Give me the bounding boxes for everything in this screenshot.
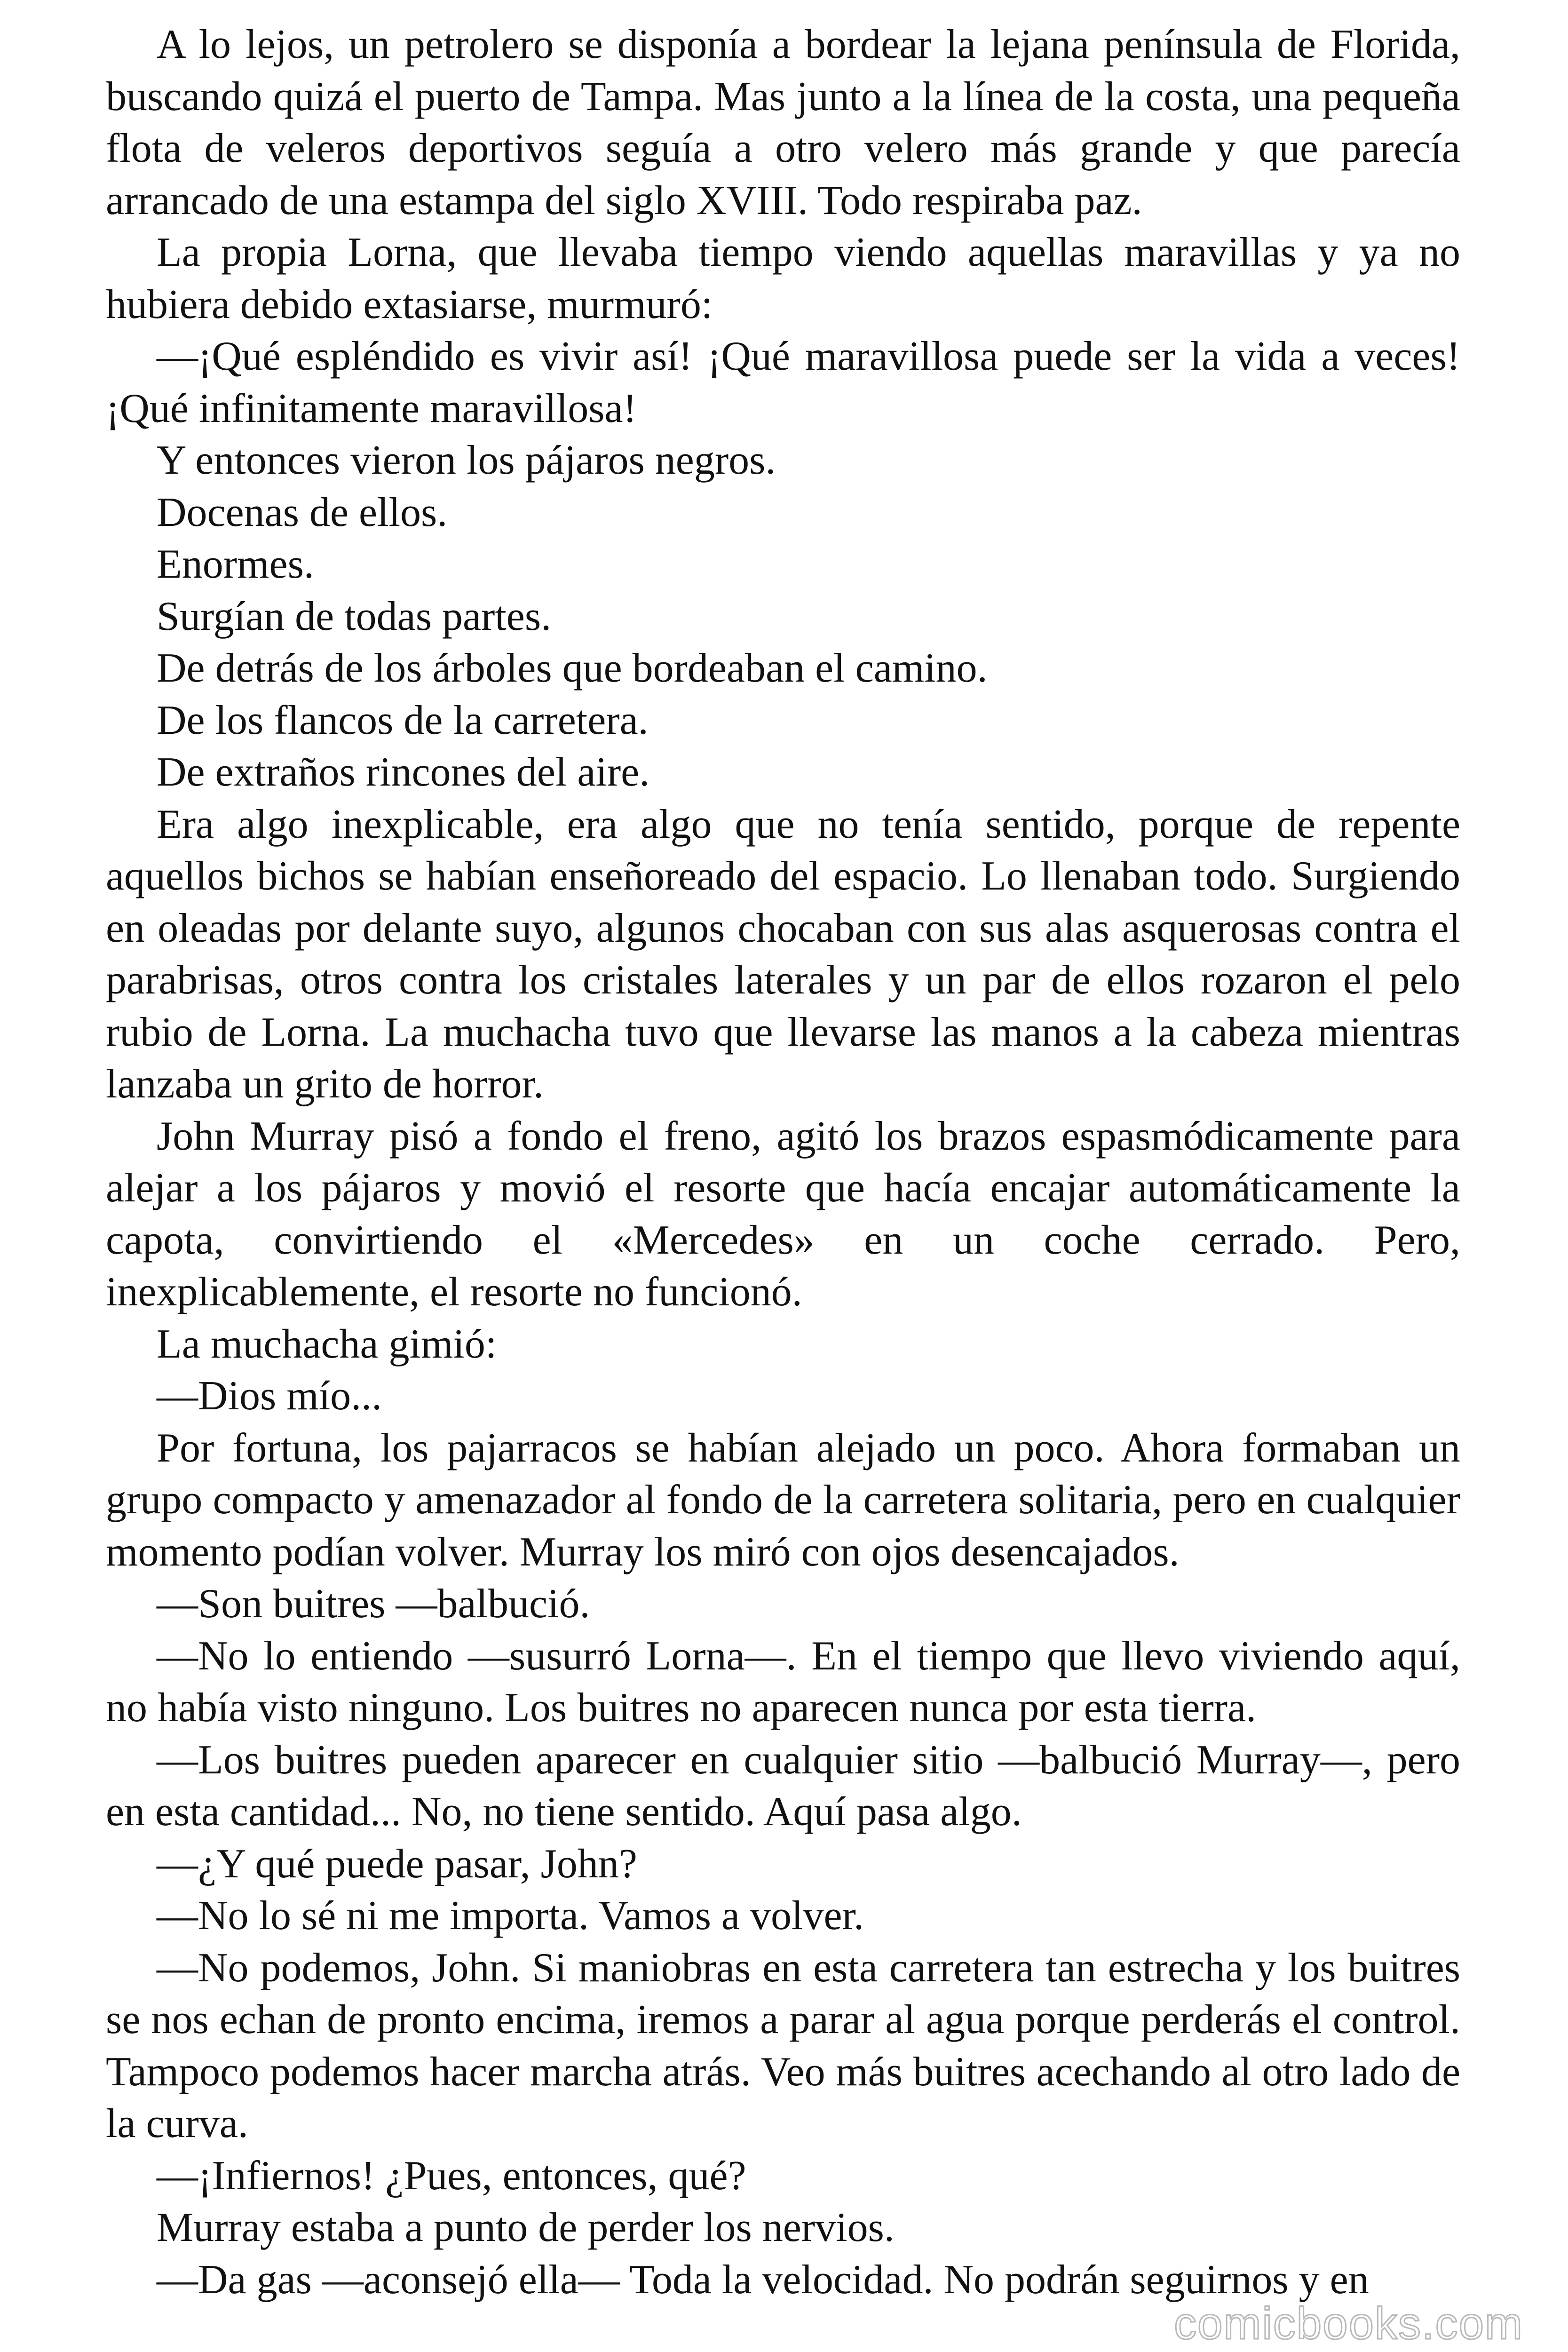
site-watermark: comicbooks.com bbox=[1174, 2298, 1523, 2349]
page-text bbox=[106, 19, 1460, 2306]
paragraph-9: De los flancos de la carretera. bbox=[157, 697, 649, 743]
paragraph-3: —¡Qué espléndido es vivir así! ¡Qué maravillosa puede ser la vida a veces! ¡Qué infinitamente maravillosa! bbox=[106, 334, 1460, 431]
paragraph-4: Y entonces vieron los pájaros negros. bbox=[157, 437, 776, 483]
paragraph-20: —No lo sé ni me importa. Vamos a volver. bbox=[157, 1893, 864, 1939]
paragraph-15: Por fortuna, los pajarracos se habían alejado un poco. Ahora formaban un grupo compacto y amenazador al fondo de la carretera solitaria, pero en cualquier momento podían volver. Murray los miró con ojos desencajados. bbox=[106, 1425, 1460, 1575]
paragraph-16: —Son buitres —balbució. bbox=[157, 1581, 590, 1627]
paragraph-12: John Murray pisó a fondo el freno, agitó los brazos espasmódicamente para alejar a los pájaros y movió el resorte que hacía encajar automáticamente la capota, convirtiendo el «Mercedes» en un coche cerrado. Pero, inexplicablemente, el resorte no funcionó. bbox=[106, 1113, 1460, 1315]
paragraph-13: La muchacha gimió: bbox=[157, 1321, 497, 1367]
paragraph-17: —No lo entiendo —susurró Lorna—. En el tiempo que llevo viviendo aquí, no había visto ninguno. Los buitres no aparecen nunca por esta tierra. bbox=[106, 1633, 1460, 1731]
paragraph-22: —¡Infiernos! ¿Pues, entonces, qué? bbox=[157, 2153, 746, 2199]
paragraph-1: A lo lejos, un petrolero se disponía a bordear la lejana península de Florida, buscando quizá el puerto de Tampa. Mas junto a la línea de la costa, una pequeña flota de veleros deportivos seguía a otro velero más grande y que parecía arrancado de una estampa del siglo XVIII. Todo respiraba paz. bbox=[106, 22, 1460, 223]
paragraph-23: Murray estaba a punto de perder los nervios. bbox=[157, 2205, 895, 2250]
paragraph-11: Era algo inexplicable, era algo que no tenía sentido, porque de repente aquellos bichos se habían enseñoreado del espacio. Lo llenaban todo. Surgiendo en oleadas por delante suyo, algunos chocaban con sus alas asquerosas contra el parabrisas, otros contra los cristales laterales y un par de ellos rozaron el pelo rubio de Lorna. La muchacha tuvo que llevarse las manos a la cabeza mientras lanzaba un grito de horror. bbox=[106, 801, 1460, 1107]
paragraph-5: Docenas de ellos. bbox=[157, 489, 448, 535]
paragraph-7: Surgían de todas partes. bbox=[157, 593, 552, 639]
paragraph-8: De detrás de los árboles que bordeaban el camino. bbox=[157, 645, 988, 691]
paragraph-2: La propia Lorna, que llevaba tiempo viendo aquellas maravillas y ya no hubiera debido extasiarse, murmuró: bbox=[106, 230, 1460, 327]
paragraph-10: De extraños rincones del aire. bbox=[157, 749, 650, 795]
paragraph-24: —Da gas —aconsejó ella— Toda la velocidad. No podrán seguirnos y en bbox=[157, 2257, 1369, 2303]
paragraph-6: Enormes. bbox=[157, 541, 314, 587]
paragraph-14: —Dios mío... bbox=[157, 1373, 382, 1419]
paragraph-18: —Los buitres pueden aparecer en cualquier sitio —balbució Murray—, pero en esta cantidad... No, no tiene sentido. Aquí pasa algo. bbox=[106, 1737, 1460, 1835]
paragraph-21: —No podemos, John. Si maniobras en esta carretera tan estrecha y los buitres se nos echan de pronto encima, iremos a parar al agua porque perderás el control. Tampoco podemos hacer marcha atrás. Veo más buitres acechando al otro lado de la curva. bbox=[106, 1945, 1460, 2146]
paragraph-19: —¿Y qué puede pasar, John? bbox=[157, 1841, 637, 1887]
